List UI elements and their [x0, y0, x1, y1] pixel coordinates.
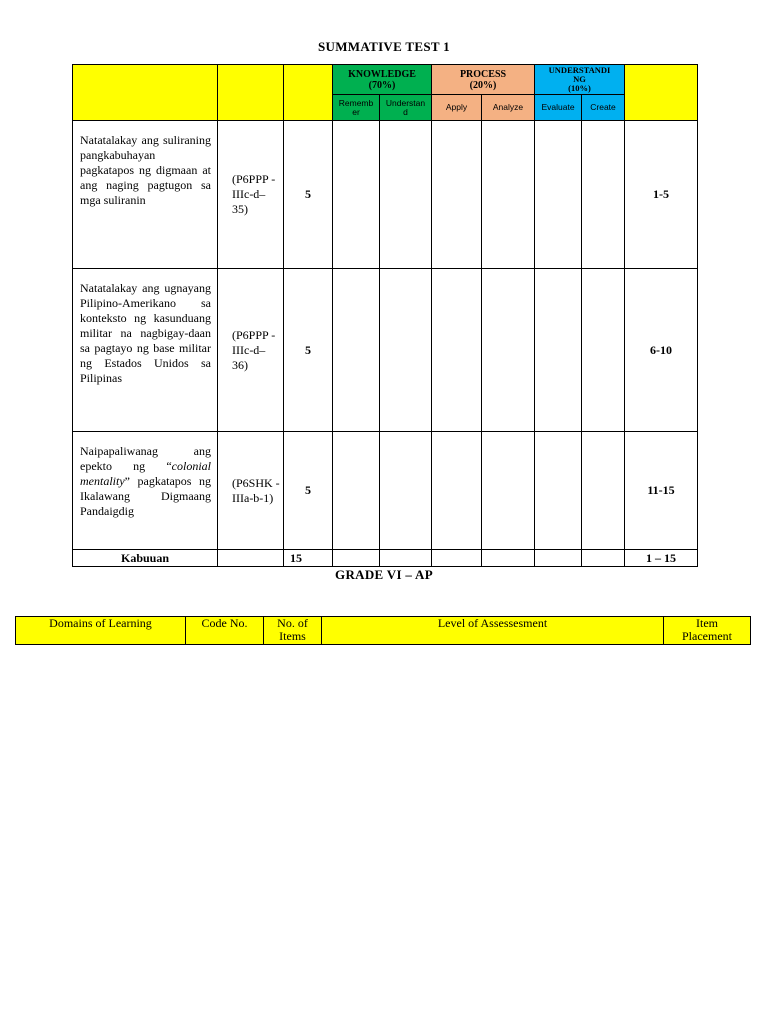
table-row — [73, 121, 698, 269]
placement-cell: 11-15 — [625, 432, 698, 550]
placement-cell: 1-5 — [625, 121, 698, 269]
table-row — [73, 432, 698, 550]
header-evaluate: Evaluate — [535, 95, 582, 121]
total-items: 15 — [284, 550, 333, 567]
items-cell: 5 — [284, 269, 333, 432]
header-blank-items — [284, 65, 333, 121]
code-cell: (P6PPP - IIIc-d–36) — [218, 269, 284, 432]
total-label: Kabuuan — [73, 550, 218, 567]
header-process: PROCESS (20%) — [432, 65, 535, 95]
placement-cell: 6-10 — [625, 269, 698, 432]
table-row — [73, 269, 698, 432]
header-knowledge: KNOWLEDGE (70%) — [333, 65, 432, 95]
total-placement: 1 – 15 — [625, 550, 698, 567]
objective-cell: Natatalakay ang suliraning pangkabuhayan pagkatapos ng digmaan at ang naging pagtugon sa mga suliranin — [73, 121, 218, 269]
objective-cell: Naipapaliwanag ang epekto ng “colonial mentality” pagkatapos ng Ikalawang Digmaang Pandaigdig — [73, 432, 218, 550]
objective-cell: Natatalakay ang ugnayang Pilipino-Amerikano sa konteksto ng kasunduang militar na nagbigay-daan sa pagtayo ng base militar ng Estados Unidos sa Pilipinas — [73, 269, 218, 432]
header-blank-code — [218, 65, 284, 121]
page-title: SUMMATIVE TEST 1 — [318, 39, 450, 54]
header-remember: Rememb er — [333, 95, 380, 121]
header-items: No. of Items — [264, 617, 322, 645]
header-placement: Item Placement — [664, 617, 751, 645]
header-understanding: UNDERSTANDI NG (10%) — [535, 65, 625, 95]
header-code: Code No. — [186, 617, 264, 645]
assessment-header-table — [15, 616, 751, 645]
total-row — [73, 550, 698, 567]
header-level: Level of Assessesment — [322, 617, 664, 645]
header-create: Create — [582, 95, 625, 121]
items-cell: 5 — [284, 121, 333, 269]
summative-test-table — [72, 64, 698, 567]
page-subtitle: GRADE VI – AP — [335, 567, 433, 582]
header-apply: Apply — [432, 95, 482, 121]
header-blank-placement — [625, 65, 698, 121]
header-domains: Domains of Learning — [16, 617, 186, 645]
header-understand: Understan d — [380, 95, 432, 121]
code-cell: (P6SHK -IIIa-b-1) — [218, 432, 284, 550]
code-cell: (P6PPP - IIIc-d–35) — [218, 121, 284, 269]
header-blank-objective — [73, 65, 218, 121]
items-cell: 5 — [284, 432, 333, 550]
header-analyze: Analyze — [482, 95, 535, 121]
